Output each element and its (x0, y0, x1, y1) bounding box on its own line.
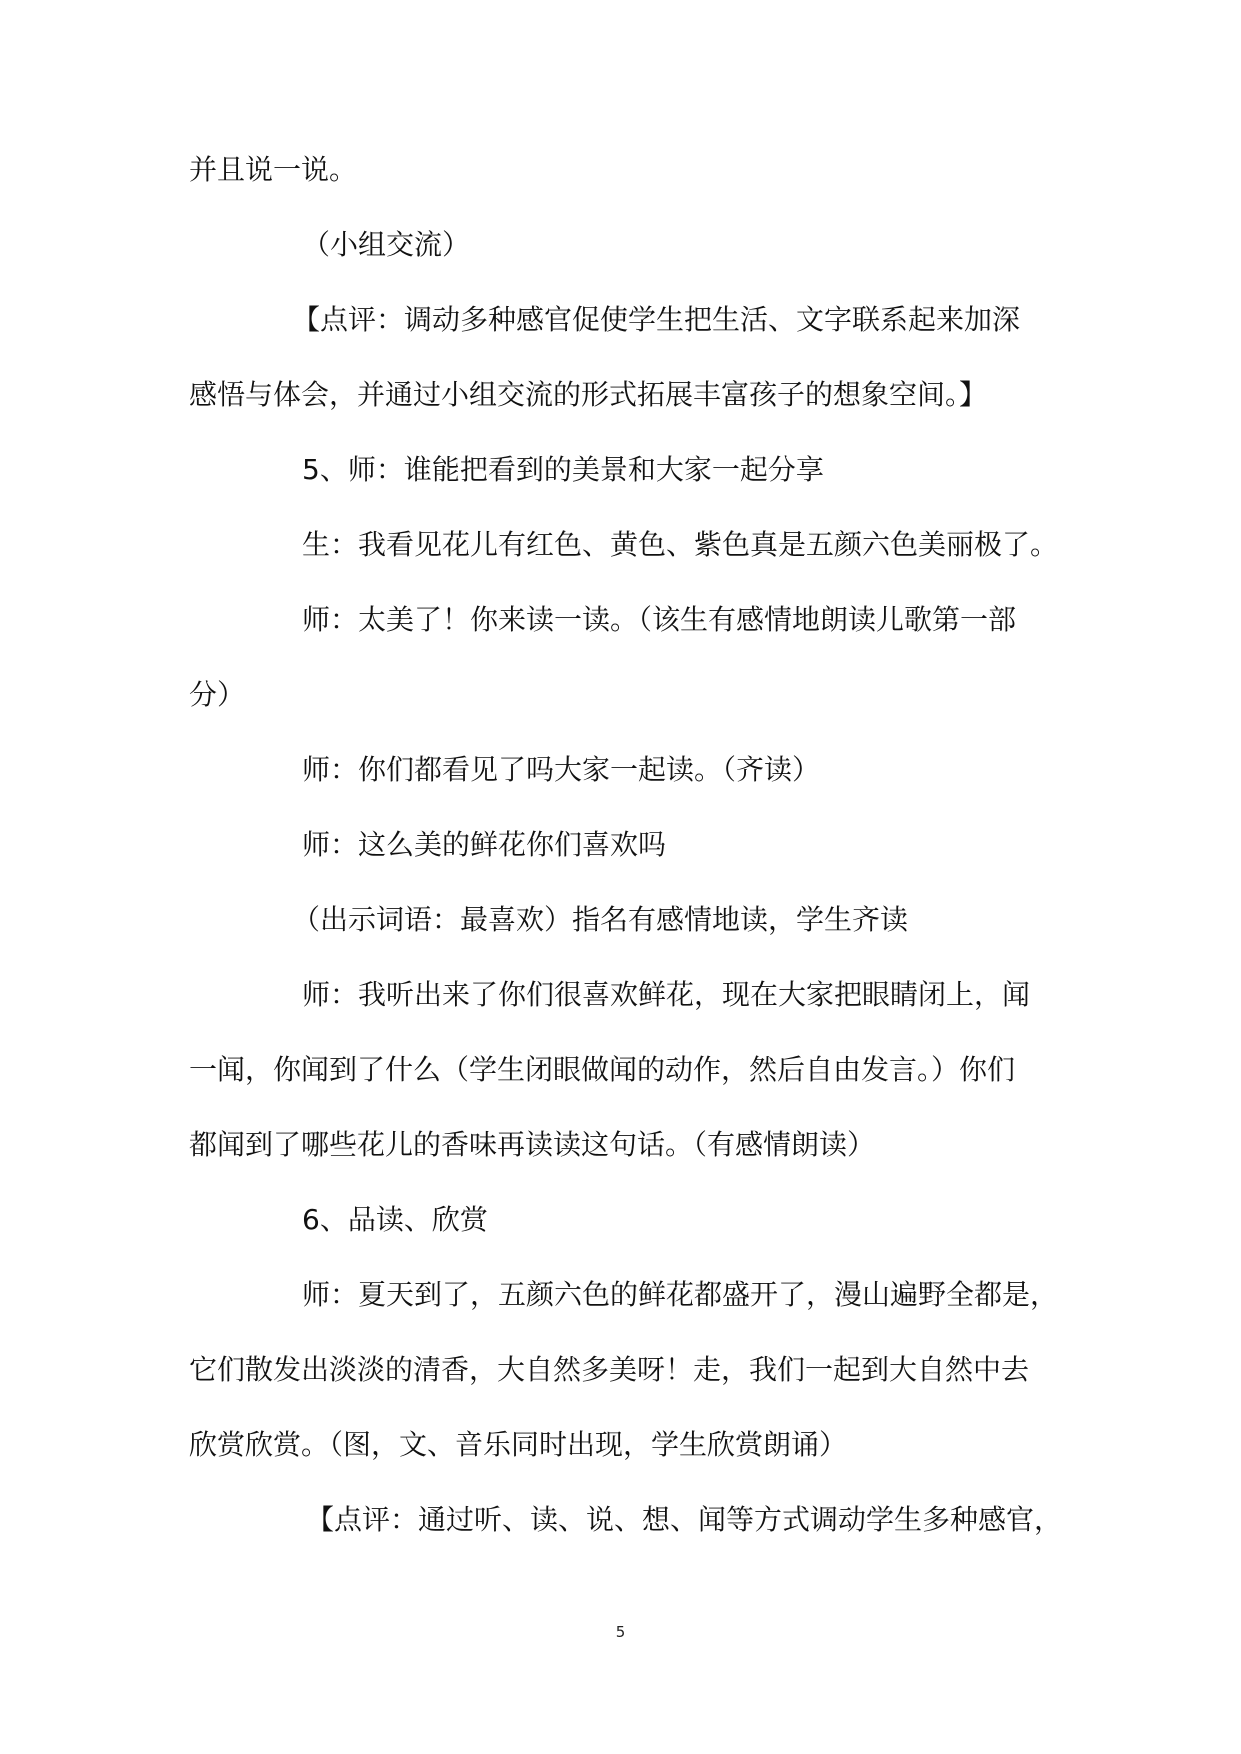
text-line: 5、师：谁能把看到的美景和大家一起分享 (302, 453, 824, 486)
text-line: （出示词语：最喜欢）指名有感情地读，学生齐读 (292, 903, 909, 936)
text-line: 分） (189, 678, 246, 711)
text-line: 师：太美了！你来读一读。（该生有感情地朗读儿歌第一部 (302, 603, 1017, 636)
text-line: 一闻，你闻到了什么（学生闭眼做闻的动作，然后自由发言。）你们 (189, 1053, 1016, 1086)
text-line: 欣赏欣赏。（图，文、音乐同时出现，学生欣赏朗诵） (189, 1428, 848, 1461)
text-line: 它们散发出淡淡的清香，大自然多美呀！走，我们一起到大自然中去 (189, 1353, 1030, 1386)
text-line: 并且说一说。 (189, 153, 358, 186)
text-line: 【点评：通过听、读、说、想、闻等方式调动学生多种感官， (306, 1503, 1063, 1536)
page-number: 5 (615, 1623, 626, 1641)
text-line: 师：这么美的鲜花你们喜欢吗 (302, 828, 667, 861)
text-line: 都闻到了哪些花儿的香味再读读这句话。（有感情朗读） (189, 1128, 876, 1161)
text-line: 6、品读、欣赏 (302, 1203, 488, 1236)
text-line: 感悟与体会，并通过小组交流的形式拓展丰富孩子的想象空间。】 (189, 378, 988, 411)
text-line: 生：我看见花儿有红色、黄色、紫色真是五颜六色美丽极了。 (302, 528, 1059, 561)
text-line: 师：我听出来了你们很喜欢鲜花，现在大家把眼睛闭上，闻 (302, 978, 1031, 1011)
text-line: 师：你们都看见了吗大家一起读。（齐读） (302, 753, 821, 786)
text-line: 【点评：调动多种感官促使学生把生活、文字联系起来加深 (292, 303, 1021, 336)
text-line: 师：夏天到了，五颜六色的鲜花都盛开了，漫山遍野全都是， (302, 1278, 1059, 1311)
text-line: （小组交流） (302, 228, 471, 261)
